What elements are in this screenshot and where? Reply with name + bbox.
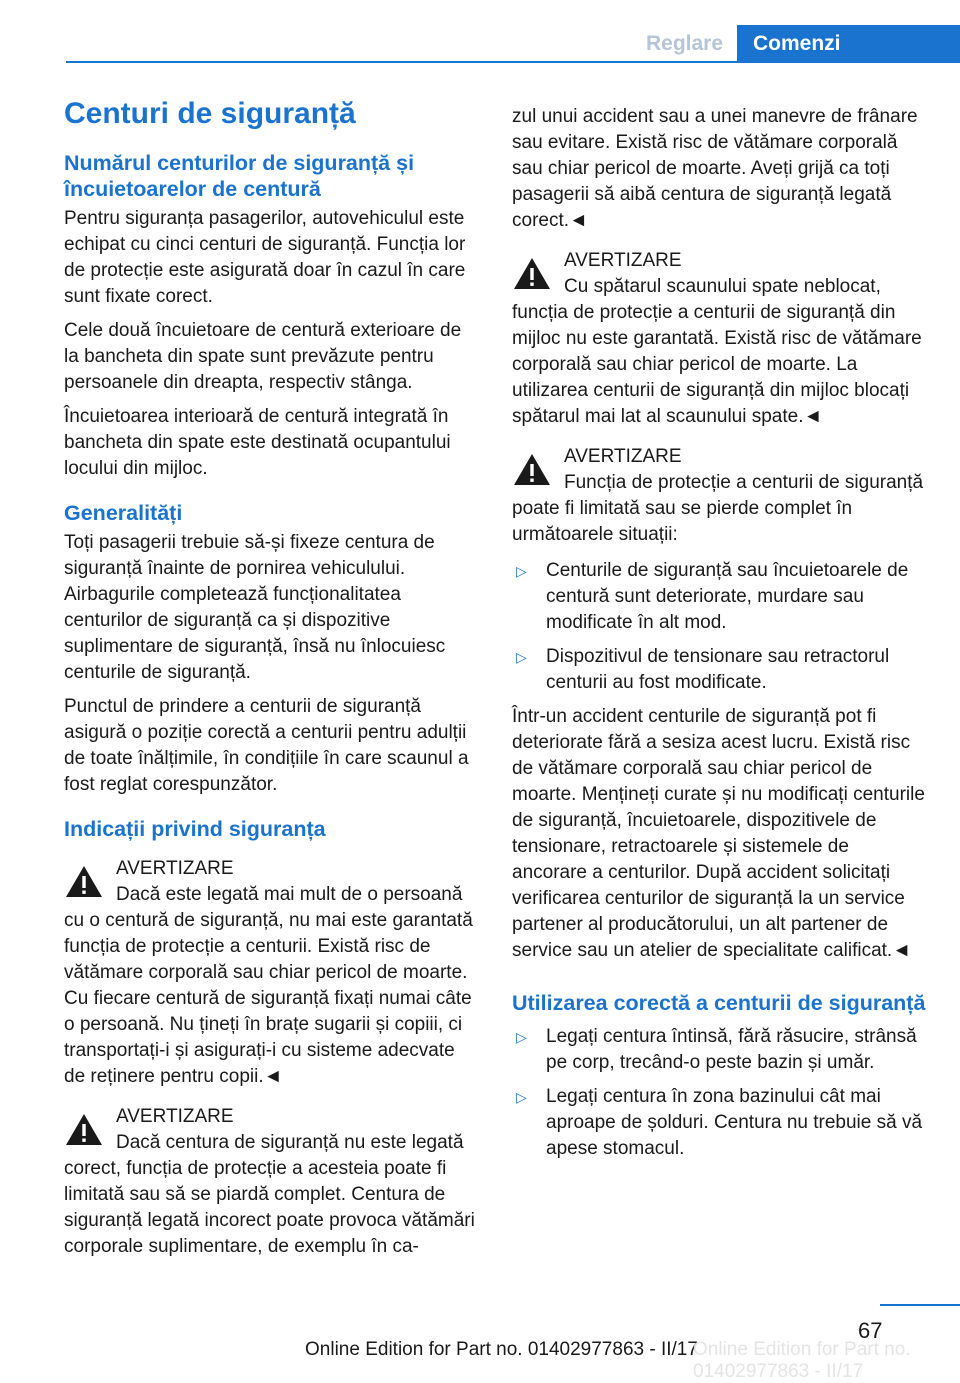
page-title: Centuri de siguranță [64, 97, 356, 130]
warning-triangle-icon [512, 256, 552, 292]
heading-generalitati: Generalități [64, 501, 183, 525]
tab-reglare[interactable]: Reglare [632, 25, 737, 62]
list-item [512, 644, 926, 696]
warning-text: Dacă este legată mai mult de o persoană cu o centură de siguranță, nu mai este garantată funcția de protecție a centurii. Există risc de vătămare corporală sau chiar pericol de moarte. Cu fiecare centură de siguranță fixați numai câte o persoană. Nu țineți în brațe sugarii și copiii, ci transportați-i și asigurați-i cu sisteme adecvate de reținere pentru copii.◄ [64, 884, 473, 1087]
header-rule [66, 61, 960, 63]
warning-label: AVERTIZARE [564, 250, 682, 271]
paragraph: zul unui accident sau a unei manevre de frânare sau evitare. Există risc de vătămare corporală sau chiar pericol de moarte. Aveți grijă ca toți pasagerii să aibă centura de siguranță legată corect.◄ [512, 106, 918, 231]
edition-footer: Online Edition for Part no. 01402977863 - II/17 [305, 1339, 698, 1360]
list-item-text: Legați centura întinsă, fără răsucire, strânsă pe corp, trecând-o peste bazin și umăr. [546, 1026, 917, 1073]
triangle-bullet-icon: ▷ [516, 649, 527, 665]
heading-indicatii: Indicații privind siguranța [64, 817, 326, 841]
paragraph: Punctul de prindere a centurii de siguranță asigură o poziție corectă a centurii pentru adulții de toate înălțimile, în condițiile în care scaunul a fost reglat corespunzător. [64, 696, 469, 795]
warning-label: AVERTIZARE [116, 1106, 234, 1127]
footer-rule [880, 1304, 960, 1306]
page-header [0, 0, 960, 62]
paragraph: Într-un accident centurile de siguranță pot fi deteriorate fără a sesiza acest lucru. Există risc de vătămare corporală sau chiar pericol de moarte. Mențineți curate și nu modificați centurile de siguranță, încuietoarele, dispozitivele de tensionare, retractoarele și sistemele de ancorare a centurilor. După accident solicitați verificarea centurilor de siguranță la un service partener al producătorului, un alt partener de service sau un atelier de specialitate calificat.◄ [512, 706, 925, 961]
list-item [512, 558, 926, 636]
tab-comenzi[interactable]: Comenzi [737, 25, 960, 62]
warning-block [512, 444, 926, 548]
left-column [64, 96, 478, 1270]
paragraph: Pentru siguranța pasagerilor, autovehiculul este echipat cu cinci centuri de siguranță. Funcția lor de protecție este asigurată doar în cazul în care sunt fixate corect. [64, 208, 466, 307]
list-item [512, 1084, 926, 1162]
watermark: Online Edition for Part no. 01402977863 - II/17 [693, 1339, 911, 1382]
heading-utilizare: Utilizarea corectă a centurii de siguranță [512, 991, 926, 1015]
page-number: 67 [858, 1318, 883, 1343]
warning-triangle-icon [64, 1112, 104, 1148]
warning-text: Funcția de protecție a centurii de siguranță poate fi limitată sau se pierde complet în următoarele situații: [512, 472, 924, 545]
paragraph: Toți pasagerii trebuie să-și fixeze centura de siguranță înainte de pornirea vehiculului. Airbagurile completează funcționalitatea centurilor de siguranță ca și dispozitive suplimentare de siguranță, însă nu înlocuiesc centurile de siguranță. [64, 532, 446, 683]
warning-label: AVERTIZARE [564, 446, 682, 467]
warning-block [64, 1104, 478, 1260]
right-column [512, 104, 926, 1170]
bullet-list [512, 558, 926, 696]
warning-triangle-icon [64, 864, 104, 900]
paragraph: Cele două încuietoare de centură exterioare de la bancheta din spate sunt prevăzute pentru persoanele din dreapta, respectiv stânga. [64, 320, 462, 393]
warning-block [64, 856, 478, 1090]
heading-numar: Numărul centurilor de siguranță și încuietoarelor de centură [64, 151, 415, 201]
warning-text: Dacă centura de siguranță nu este legată corect, funcția de protecție a acesteia poate fi limitată sau să se piardă complet. Centura de siguranță legată incorect poate provoca vătămări corporale suplimentare, de exemplu în ca- [64, 1132, 475, 1257]
bullet-list [512, 1024, 926, 1162]
warning-triangle-icon [512, 452, 552, 488]
warning-text: Cu spătarul scaunului spate neblocat, funcția de protecție a centurii de siguranță din mijloc nu este garantată. Există risc de vătămare corporală sau chiar pericol de moarte. La utilizarea centurii de siguranță din mijloc blocați spătarul mai lat al scaunului spate.◄ [512, 276, 922, 427]
list-item-text: Dispozitivul de tensionare sau retractorul centurii au fost modificate. [546, 646, 890, 693]
warning-label: AVERTIZARE [116, 858, 234, 879]
triangle-bullet-icon: ▷ [516, 563, 527, 579]
list-item [512, 1024, 926, 1076]
triangle-bullet-icon: ▷ [516, 1089, 527, 1105]
list-item-text: Legați centura în zona bazinului cât mai aproape de șolduri. Centura nu trebuie să vă apese stomacul. [546, 1086, 923, 1159]
list-item-text: Centurile de siguranță sau încuietoarele de centură sunt deteriorate, murdare sau modificate în alt mod. [546, 560, 909, 633]
triangle-bullet-icon: ▷ [516, 1029, 527, 1045]
warning-block [512, 248, 926, 430]
paragraph: Încuietoarea interioară de centură integrată în bancheta din spate este destinată ocupantului locului din mijloc. [64, 406, 451, 479]
